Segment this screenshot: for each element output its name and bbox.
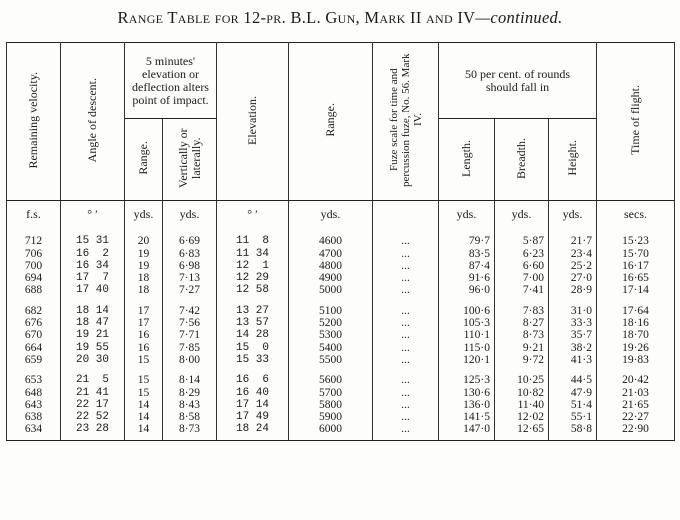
- table-value: 41·3: [570, 353, 593, 366]
- table-value: 7·27: [178, 284, 201, 297]
- table-value: 6·83: [178, 247, 201, 260]
- table-value: 20: [137, 235, 150, 248]
- table-value: 14: [137, 411, 150, 424]
- table-value: 5400: [319, 341, 343, 354]
- table-value: 8·58: [178, 411, 201, 424]
- unit-cell: yds.: [439, 201, 495, 228]
- table-value: 47·9: [570, 386, 593, 399]
- table-value: 10·25: [517, 374, 545, 387]
- table-value: 6·98: [178, 259, 201, 272]
- cell-vert-lat-sub: [163, 297, 217, 366]
- table-value: 147·0: [463, 423, 491, 436]
- table-value: 7·85: [178, 341, 201, 354]
- cell-breadth: [495, 366, 549, 440]
- table-value: 115·0: [463, 341, 491, 354]
- table-value: 7·56: [178, 317, 201, 330]
- table-value: 8·73: [522, 329, 545, 342]
- table-value: 18: [137, 284, 150, 297]
- table-value: ...: [401, 353, 410, 366]
- unit-cell: secs.: [597, 201, 675, 228]
- table-value: ...: [401, 423, 410, 436]
- table-value: 141·5: [463, 411, 491, 424]
- table-value: 18 14: [75, 304, 109, 317]
- table-value: 700: [24, 259, 43, 272]
- cell-angle-of-descent: [61, 227, 125, 296]
- table-value: 120·1: [463, 353, 491, 366]
- table-value: 100·6: [463, 304, 491, 317]
- header-range: Range.: [289, 43, 373, 201]
- cell-angle-of-descent: [61, 366, 125, 440]
- header-fifty-percent: 50 per cent. of rounds should fall in: [439, 43, 597, 119]
- cell-range-sub: [125, 366, 163, 440]
- table-value: 7·13: [178, 272, 201, 285]
- unit-cell: yds.: [163, 201, 217, 228]
- table-value: ...: [401, 329, 410, 342]
- table-value: 21 41: [75, 386, 109, 399]
- table-value: 17 7: [75, 272, 109, 285]
- table-value: ...: [401, 317, 410, 330]
- table-value: 55·1: [570, 411, 593, 424]
- table-value: 17: [137, 317, 150, 330]
- table-value: 19·83: [622, 353, 649, 366]
- table-value: 15: [137, 353, 150, 366]
- table-value: 96·0: [468, 284, 491, 297]
- table-value: 4800: [319, 259, 343, 272]
- cell-remaining-velocity: [7, 366, 61, 440]
- table-value: 15: [137, 374, 150, 387]
- row-group: [7, 366, 675, 440]
- table-value: 16: [137, 329, 150, 342]
- table-value: 664: [24, 341, 43, 354]
- header-height: Height.: [549, 119, 597, 201]
- table-value: 6·60: [522, 259, 545, 272]
- table-value: 694: [24, 272, 43, 285]
- table-value: 12·65: [517, 423, 545, 436]
- table-value: 21·7: [570, 235, 593, 248]
- table-value: ...: [401, 284, 410, 297]
- table-value: 7·42: [178, 304, 201, 317]
- table-value: 15 31: [75, 235, 109, 248]
- row-group: [7, 227, 675, 296]
- cell-length: [439, 227, 495, 296]
- table-value: 79·7: [468, 235, 491, 248]
- table-value: 5900: [319, 411, 343, 424]
- table-value: 8·00: [178, 353, 201, 366]
- table-value: 17: [137, 304, 150, 317]
- cell-elevation: [217, 297, 289, 366]
- table-value: 58·8: [570, 423, 593, 436]
- cell-breadth: [495, 227, 549, 296]
- table-value: 11 34: [236, 247, 270, 260]
- cell-remaining-velocity: [7, 227, 61, 296]
- cell-elevation: [217, 227, 289, 296]
- header-remaining-velocity: Remaining velocity.: [7, 43, 61, 201]
- header-elevation: Elevation.: [217, 43, 289, 201]
- table-value: 22 17: [75, 398, 109, 411]
- table-value: ...: [401, 374, 410, 387]
- table-value: 8·43: [178, 398, 201, 411]
- table-value: ...: [401, 411, 410, 424]
- cell-range-sub: [125, 227, 163, 296]
- table-value: 21·65: [622, 398, 649, 411]
- table-value: 23 28: [75, 423, 109, 436]
- cell-vert-lat-sub: [163, 366, 217, 440]
- table-value: 15·70: [622, 247, 649, 260]
- unit-cell: ° ′: [217, 201, 289, 228]
- table-value: 38·2: [570, 341, 593, 354]
- table-value: 110·1: [463, 329, 491, 342]
- table-value: 12·02: [517, 411, 545, 424]
- range-table: [6, 42, 675, 441]
- header-length: Length.: [439, 119, 495, 201]
- table-value: ...: [401, 304, 410, 317]
- cell-range: [289, 297, 373, 366]
- title-continued: —continued.: [475, 8, 563, 27]
- table-value: ...: [401, 398, 410, 411]
- table-value: 17·14: [622, 284, 649, 297]
- table-value: 14: [137, 423, 150, 436]
- table-value: 5700: [319, 386, 343, 399]
- table-value: 18 47: [75, 317, 109, 330]
- cell-length: [439, 297, 495, 366]
- table-value: 5500: [319, 353, 343, 366]
- table-value: 16 40: [236, 386, 270, 399]
- table-value: 676: [24, 317, 43, 330]
- cell-fuze: [373, 297, 439, 366]
- table-value: 9·72: [522, 353, 545, 366]
- cell-time-of-flight: [597, 227, 675, 296]
- table-value: 15·23: [622, 235, 649, 248]
- table-value: 7·83: [522, 304, 545, 317]
- cell-remaining-velocity: [7, 297, 61, 366]
- table-value: 17 40: [75, 284, 109, 297]
- table-value: 15 0: [236, 341, 270, 354]
- table-value: 20·42: [622, 374, 649, 387]
- table-value: 5800: [319, 398, 343, 411]
- table-value: 17·64: [622, 304, 649, 317]
- table-value: 5000: [319, 284, 343, 297]
- table-value: 16·17: [622, 259, 649, 272]
- cell-range: [289, 227, 373, 296]
- unit-cell: yds.: [289, 201, 373, 228]
- cell-time-of-flight: [597, 297, 675, 366]
- table-value: 11·40: [517, 398, 545, 411]
- table-value: 7·41: [522, 284, 545, 297]
- units-row: [7, 201, 675, 228]
- table-value: ...: [401, 341, 410, 354]
- table-value: 6·69: [178, 235, 201, 248]
- unit-cell: yds.: [495, 201, 549, 228]
- cell-length: [439, 366, 495, 440]
- table-value: 659: [24, 353, 43, 366]
- table-value: 35·7: [570, 329, 593, 342]
- table-value: 19·26: [622, 341, 649, 354]
- table-value: 22·90: [622, 423, 649, 436]
- cell-fuze: [373, 366, 439, 440]
- table-value: 638: [24, 411, 43, 424]
- table-value: ...: [401, 272, 410, 285]
- table-value: 5·87: [522, 235, 545, 248]
- table-value: 643: [24, 398, 43, 411]
- table-value: 7·71: [178, 329, 201, 342]
- table-value: 12 58: [236, 284, 270, 297]
- table-value: 19 55: [75, 341, 109, 354]
- cell-time-of-flight: [597, 366, 675, 440]
- table-value: 22·27: [622, 411, 649, 424]
- table-value: 83·5: [468, 247, 491, 260]
- table-value: 11 8: [236, 235, 270, 248]
- table-value: 51·4: [570, 398, 593, 411]
- cell-height: [549, 366, 597, 440]
- table-value: 682: [24, 304, 43, 317]
- cell-angle-of-descent: [61, 297, 125, 366]
- table-value: 14: [137, 398, 150, 411]
- header-range-sub: Range.: [125, 119, 163, 201]
- table-value: 14 28: [236, 329, 270, 342]
- table-value: 12 29: [236, 272, 270, 285]
- table-value: 634: [24, 423, 43, 436]
- table-value: 20 30: [75, 353, 109, 366]
- table-value: 12 1: [236, 259, 270, 272]
- table-value: 4700: [319, 247, 343, 260]
- table-value: 23·4: [570, 247, 593, 260]
- table-value: 18·70: [622, 329, 649, 342]
- table-value: 706: [24, 247, 43, 260]
- table-value: 6·23: [522, 247, 545, 260]
- table-value: 13 57: [236, 317, 270, 330]
- table-value: ...: [401, 247, 410, 260]
- cell-vert-lat-sub: [163, 227, 217, 296]
- cell-elevation: [217, 366, 289, 440]
- table-value: ...: [401, 259, 410, 272]
- table-value: 105·3: [463, 317, 491, 330]
- table-value: 33·3: [570, 317, 593, 330]
- table-value: 5200: [319, 317, 343, 330]
- table-value: 648: [24, 386, 43, 399]
- table-value: 136·0: [463, 398, 491, 411]
- table-value: 125·3: [463, 374, 491, 387]
- cell-breadth: [495, 297, 549, 366]
- table-value: 16 6: [236, 374, 270, 387]
- title-text: Range Table for 12-pr. B.L. Gun, Mark II and IV: [117, 8, 476, 27]
- header-fuze: Fuze scale for time and percussion fuze, No. 56. Mark IV.: [373, 43, 439, 201]
- table-value: 13 27: [236, 304, 270, 317]
- unit-cell: [373, 201, 439, 228]
- cell-height: [549, 227, 597, 296]
- table-value: 87·4: [468, 259, 491, 272]
- table-value: 16: [137, 341, 150, 354]
- table-value: 8·14: [178, 374, 201, 387]
- table-value: 8·27: [522, 317, 545, 330]
- table-value: 25·2: [570, 259, 593, 272]
- table-value: 19 21: [75, 329, 109, 342]
- table-value: 8·29: [178, 386, 201, 399]
- cell-height: [549, 297, 597, 366]
- table-value: 22 52: [75, 411, 109, 424]
- table-value: 28·9: [570, 284, 593, 297]
- table-value: 7·00: [522, 272, 545, 285]
- cell-fuze: [373, 227, 439, 296]
- table-value: 17 14: [236, 398, 270, 411]
- table-value: 91·6: [468, 272, 491, 285]
- table-value: 653: [24, 374, 43, 387]
- unit-cell: ° ′: [61, 201, 125, 228]
- table-value: 18·16: [622, 317, 649, 330]
- row-group: [7, 297, 675, 366]
- table-value: 18 24: [236, 423, 270, 436]
- cell-range: [289, 366, 373, 440]
- table-value: 5600: [319, 374, 343, 387]
- header-angle-of-descent: Angle of descent.: [61, 43, 125, 201]
- header-vert-lat: Vertically or laterally.: [163, 119, 217, 201]
- header-five-minutes: 5 minutes' elevation or deflection alters point of impact.: [125, 43, 217, 119]
- table-value: 31·0: [570, 304, 593, 317]
- table-value: 4900: [319, 272, 343, 285]
- table-value: 16 2: [75, 247, 109, 260]
- unit-cell: f.s.: [7, 201, 61, 228]
- table-value: 4600: [319, 235, 343, 248]
- table-value: 15 33: [236, 353, 270, 366]
- table-value: 18: [137, 272, 150, 285]
- table-value: 10·82: [517, 386, 545, 399]
- table-value: 6000: [319, 423, 343, 436]
- table-value: 670: [24, 329, 43, 342]
- table-value: 5300: [319, 329, 343, 342]
- table-value: 44·5: [570, 374, 593, 387]
- table-value: 21·03: [622, 386, 649, 399]
- table-value: 130·6: [463, 386, 491, 399]
- table-value: 16 34: [75, 259, 109, 272]
- header-time-of-flight: Time of flight.: [597, 43, 675, 201]
- cell-range-sub: [125, 297, 163, 366]
- table-value: 17 49: [236, 411, 270, 424]
- table-value: 712: [24, 235, 43, 248]
- header-breadth: Breadth.: [495, 119, 549, 201]
- table-value: ...: [401, 235, 410, 248]
- table-value: 16·65: [622, 272, 649, 285]
- table-value: 688: [24, 284, 43, 297]
- table-value: 19: [137, 247, 150, 260]
- table-value: 19: [137, 259, 150, 272]
- table-value: ...: [401, 386, 410, 399]
- unit-cell: yds.: [549, 201, 597, 228]
- table-value: 9·21: [522, 341, 545, 354]
- unit-cell: yds.: [125, 201, 163, 228]
- table-value: 5100: [319, 304, 343, 317]
- table-value: 27·0: [570, 272, 593, 285]
- table-value: 8·73: [178, 423, 201, 436]
- table-title: [0, 8, 680, 28]
- table-value: 15: [137, 386, 150, 399]
- table-value: 21 5: [75, 374, 109, 387]
